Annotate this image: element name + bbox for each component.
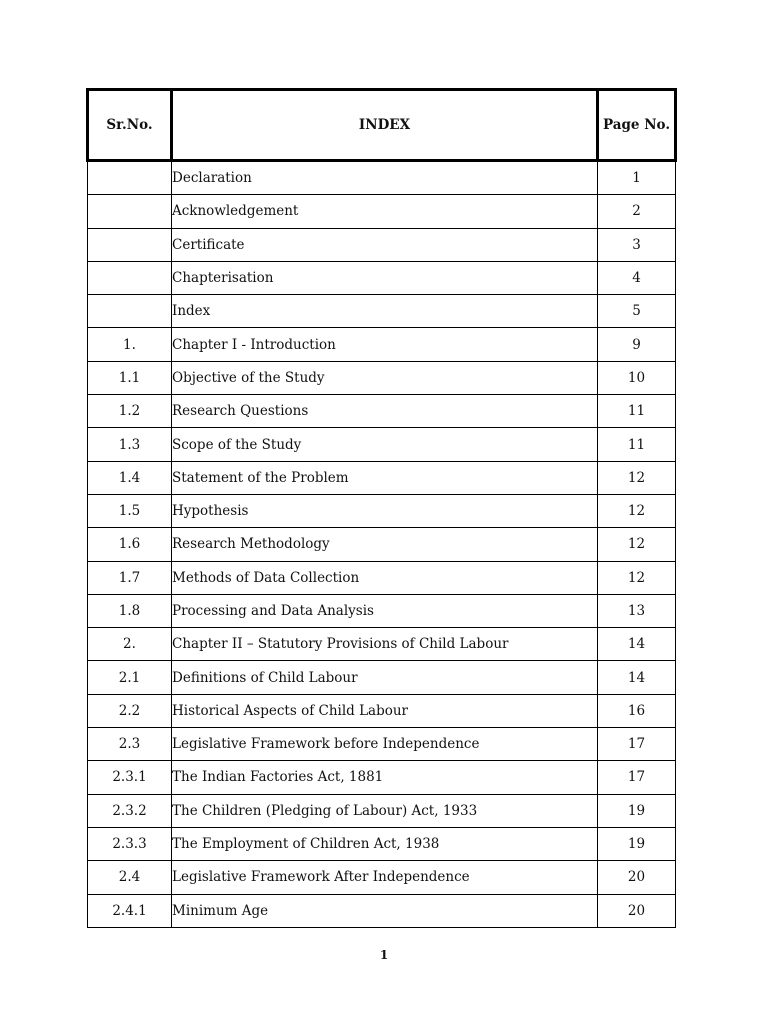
- page-number-cell: 13: [598, 594, 676, 627]
- table-row: [88, 694, 676, 727]
- page-number-cell: 1: [598, 161, 676, 195]
- sr-no-cell: [88, 228, 172, 261]
- sr-no-cell: 2.3.2: [88, 794, 172, 827]
- sr-no-cell: 1.8: [88, 594, 172, 627]
- table-row: [88, 761, 676, 794]
- page-number-cell: 12: [598, 528, 676, 561]
- sr-no-cell: 2.2: [88, 694, 172, 727]
- sr-no-cell: 1.2: [88, 395, 172, 428]
- table-header-row: [88, 90, 676, 161]
- table-row: [88, 894, 676, 927]
- sr-no-cell: 1.: [88, 328, 172, 361]
- table-row: [88, 295, 676, 328]
- entry-title-cell: Hypothesis: [172, 494, 598, 527]
- entry-title-cell: Scope of the Study: [172, 428, 598, 461]
- entry-title-cell: Historical Aspects of Child Labour: [172, 694, 598, 727]
- entry-title-cell: Processing and Data Analysis: [172, 594, 598, 627]
- table-row: [88, 395, 676, 428]
- page-number-cell: 20: [598, 861, 676, 894]
- entry-title-cell: The Children (Pledging of Labour) Act, 1933: [172, 794, 598, 827]
- entry-title-cell: The Indian Factories Act, 1881: [172, 761, 598, 794]
- entry-title-cell: Chapter II – Statutory Provisions of Child Labour: [172, 628, 598, 661]
- sr-no-cell: [88, 261, 172, 294]
- sr-no-cell: 2.3: [88, 728, 172, 761]
- page-number-cell: 17: [598, 728, 676, 761]
- page-number: 1: [379, 948, 389, 962]
- table-row: [88, 827, 676, 860]
- table-row: [88, 494, 676, 527]
- sr-no-cell: 2.: [88, 628, 172, 661]
- page-number-cell: 11: [598, 395, 676, 428]
- table-row: [88, 794, 676, 827]
- page-number-cell: 12: [598, 494, 676, 527]
- table-row: [88, 228, 676, 261]
- table-row: [88, 361, 676, 394]
- page-number-cell: 2: [598, 195, 676, 228]
- page-number-cell: 12: [598, 461, 676, 494]
- table-row: [88, 661, 676, 694]
- index-header: INDEX: [172, 90, 598, 161]
- table-row: [88, 628, 676, 661]
- entry-title-cell: Minimum Age: [172, 894, 598, 927]
- table-row: [88, 161, 676, 195]
- table-row: [88, 528, 676, 561]
- page-number-cell: 9: [598, 328, 676, 361]
- entry-title-cell: Certificate: [172, 228, 598, 261]
- sr-no-cell: [88, 295, 172, 328]
- entry-title-cell: Methods of Data Collection: [172, 561, 598, 594]
- table-row: [88, 861, 676, 894]
- table-row: [88, 328, 676, 361]
- sr-no-cell: 1.1: [88, 361, 172, 394]
- sr-no-cell: 1.3: [88, 428, 172, 461]
- entry-title-cell: Objective of the Study: [172, 361, 598, 394]
- entry-title-cell: Research Questions: [172, 395, 598, 428]
- table-row: [88, 461, 676, 494]
- entry-title-cell: Chapterisation: [172, 261, 598, 294]
- page-number-cell: 10: [598, 361, 676, 394]
- sr-no-cell: [88, 161, 172, 195]
- page-number-cell: 17: [598, 761, 676, 794]
- index-table: [86, 88, 677, 928]
- entry-title-cell: Chapter I - Introduction: [172, 328, 598, 361]
- sr-no-cell: [88, 195, 172, 228]
- table-row: [88, 261, 676, 294]
- entry-title-cell: Legislative Framework before Independence: [172, 728, 598, 761]
- entry-title-cell: Statement of the Problem: [172, 461, 598, 494]
- page-number-cell: 12: [598, 561, 676, 594]
- entry-title-cell: The Employment of Children Act, 1938: [172, 827, 598, 860]
- page-number-cell: 19: [598, 827, 676, 860]
- page-number-cell: 14: [598, 661, 676, 694]
- page-number-cell: 20: [598, 894, 676, 927]
- entry-title-cell: Index: [172, 295, 598, 328]
- entry-title-cell: Legislative Framework After Independence: [172, 861, 598, 894]
- entry-title-cell: Definitions of Child Labour: [172, 661, 598, 694]
- page-number-cell: 11: [598, 428, 676, 461]
- sr-no-cell: 1.7: [88, 561, 172, 594]
- page-number-cell: 16: [598, 694, 676, 727]
- sr-no-cell: 2.1: [88, 661, 172, 694]
- entry-title-cell: Declaration: [172, 161, 598, 195]
- entry-title-cell: Research Methodology: [172, 528, 598, 561]
- sr-no-cell: 2.3.1: [88, 761, 172, 794]
- page-no-header: Page No.: [598, 90, 676, 161]
- table-row: [88, 594, 676, 627]
- table-row: [88, 561, 676, 594]
- page-number-cell: 4: [598, 261, 676, 294]
- sr-no-header: Sr.No.: [88, 90, 172, 161]
- table-row: [88, 428, 676, 461]
- sr-no-cell: 2.3.3: [88, 827, 172, 860]
- sr-no-cell: 1.6: [88, 528, 172, 561]
- page-number-cell: 5: [598, 295, 676, 328]
- page-number-cell: 19: [598, 794, 676, 827]
- page-number-cell: 14: [598, 628, 676, 661]
- sr-no-cell: 2.4: [88, 861, 172, 894]
- table-row: [88, 195, 676, 228]
- index-table-body: [88, 161, 676, 928]
- sr-no-cell: 1.5: [88, 494, 172, 527]
- page-number-cell: 3: [598, 228, 676, 261]
- sr-no-cell: 2.4.1: [88, 894, 172, 927]
- entry-title-cell: Acknowledgement: [172, 195, 598, 228]
- table-row: [88, 728, 676, 761]
- sr-no-cell: 1.4: [88, 461, 172, 494]
